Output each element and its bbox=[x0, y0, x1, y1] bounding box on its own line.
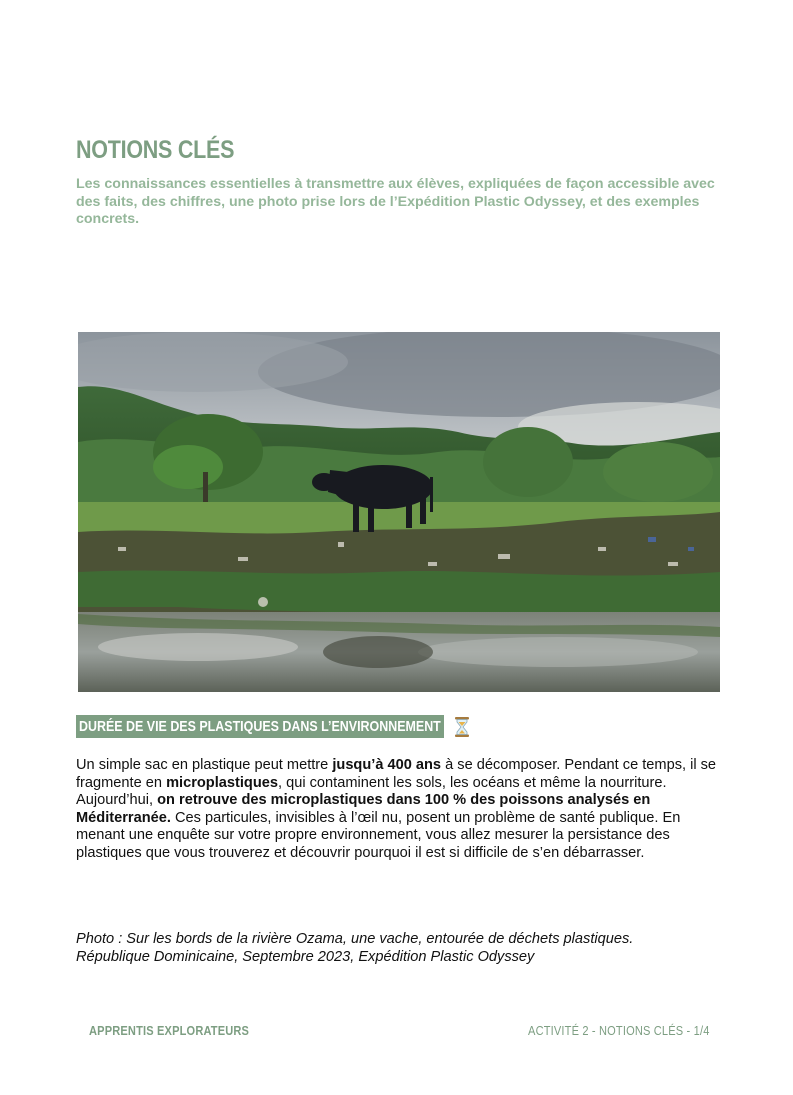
body-text-bold: jusqu’à 400 ans bbox=[332, 757, 442, 773]
footer-page-info: ACTIVITÉ 2 - NOTIONS CLÉS - 1/4 bbox=[528, 1023, 710, 1038]
section-heading-label: DURÉE DE VIE DES PLASTIQUES DANS L’ENVIRONNEMENT bbox=[79, 718, 441, 735]
hourglass-icon bbox=[454, 716, 470, 738]
section-heading bbox=[76, 715, 470, 738]
photo-caption bbox=[76, 931, 726, 966]
footer-brand: APPRENTIS EXPLORATEURS bbox=[89, 1023, 250, 1038]
body-text-bold: on retrouve des microplastiques dans 100 % des poissons analysés en Méditerranée. bbox=[76, 792, 651, 826]
body-text-segment: Un simple sac en plastique peut mettre bbox=[76, 757, 333, 773]
body-text-bold: microplastiques bbox=[166, 774, 278, 791]
body-paragraph bbox=[76, 757, 726, 863]
caption-line-2: République Dominicaine, Septembre 2023, Expédition Plastic Odyssey bbox=[76, 948, 535, 965]
riverbank-photo bbox=[78, 332, 720, 692]
body-text-segment: , qui contaminent les sols, les océans et même la nourriture. Aujourd’hui, bbox=[76, 774, 667, 809]
photo-illustration bbox=[78, 332, 720, 692]
body-text-segment: à se décomposer. Pendant ce temps, il se fragmente en bbox=[76, 757, 717, 791]
body-text-segment: Ces particules, invisibles à l’œil nu, posent un problème de santé publique. En menant une enquête sur votre propre environnement, vous allez mesurer la persistance des plastiques que vous trouverez et découvrir pourquoi il est si difficile de s’en débarrasser. bbox=[76, 809, 681, 861]
caption-line-1: Photo : Sur les bords de la rivière Ozama, une vache, entourée de déchets plastiques. bbox=[76, 931, 634, 947]
intro-text: Les connaissances essentielles à transmettre aux élèves, expliquées de façon accessible avec des faits, des chiffres, une photo prise lors de l’Expédition Plastic Odyssey, et des exemples concrets. bbox=[76, 176, 715, 227]
page-title: NOTIONS CLÉS bbox=[76, 136, 235, 164]
section-heading-label-box bbox=[76, 715, 444, 738]
